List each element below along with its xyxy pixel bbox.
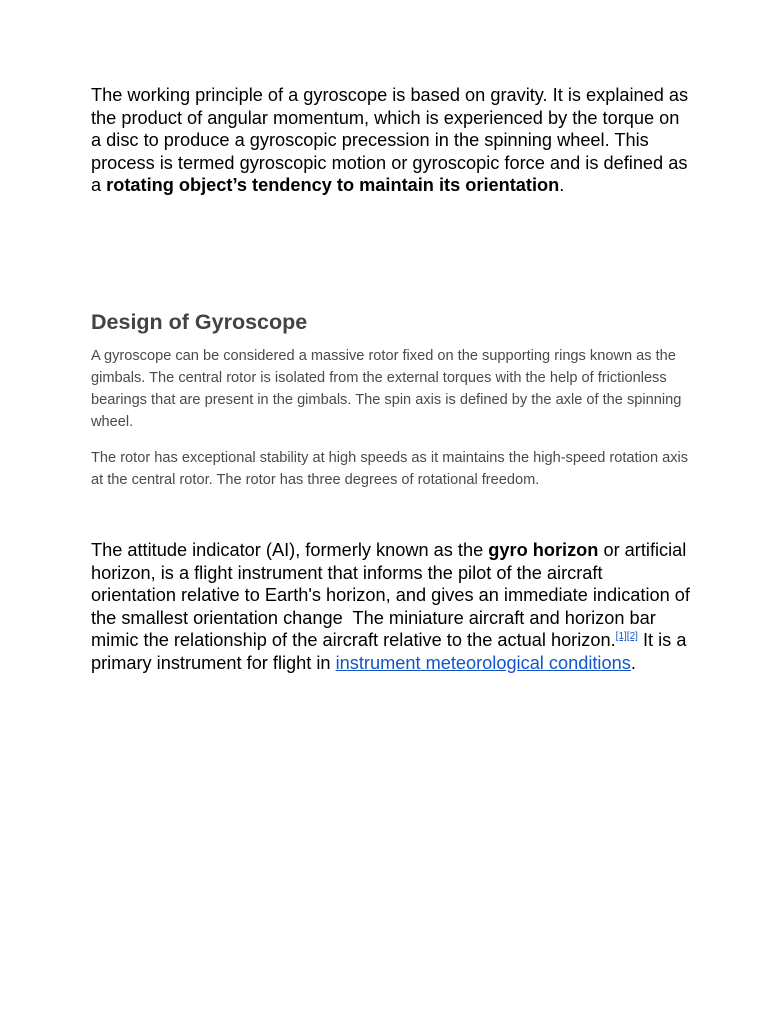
intro-paragraph [91,84,691,197]
design-paragraph-2: The rotor has exceptional stability at high speeds as it maintains the high-speed rotation axis at the central rotor. The rotor has three degrees of rotational freedom. [91,450,689,488]
intro-bold-text: rotating object’s tendency to maintain its orientation [106,175,560,196]
intro-end: . [559,175,565,196]
imc-link[interactable]: instrument meteorological conditions [335,652,631,673]
ai-text-mid: or artificial horizon, is a flight instrument that informs the pilot of the aircraft orientation relative to Earth's horizon, and gives an immediate indication of the smallest orientation change The miniature aircraft and horizon bar mimic the relationship of the aircraft relative to the actual horizon. [91,540,690,651]
design-paragraph-1: A gyroscope can be considered a massive rotor fixed on the supporting rings known as the gimbals. The central rotor is isolated from the external torques with the help of frictionless bearings that are present in the gimbals. The spin axis is defined by the axle of the spinning wheel. [91,348,682,430]
intro-text: The working principle of a gyroscope is based on gravity. It is explained as the product of angular momentum, which is experienced by the torque on a disc to produce a gyroscopic precession in the spinning wheel. This process is termed gyroscopic motion or gyroscopic force and is defined as a [91,85,689,196]
citation-link-2[interactable]: [2] [626,631,638,643]
ai-text-end: . [630,652,636,673]
ai-bold-text: gyro horizon [488,540,599,560]
section-heading: Design of Gyroscope [91,310,308,334]
attitude-indicator-paragraph [91,539,691,675]
citation-link-1[interactable]: [1] [615,631,627,643]
ai-text-post: It is a primary instrument for flight in [91,630,687,673]
ai-text-pre: The attitude indicator (AI), formerly known as the [91,540,489,560]
